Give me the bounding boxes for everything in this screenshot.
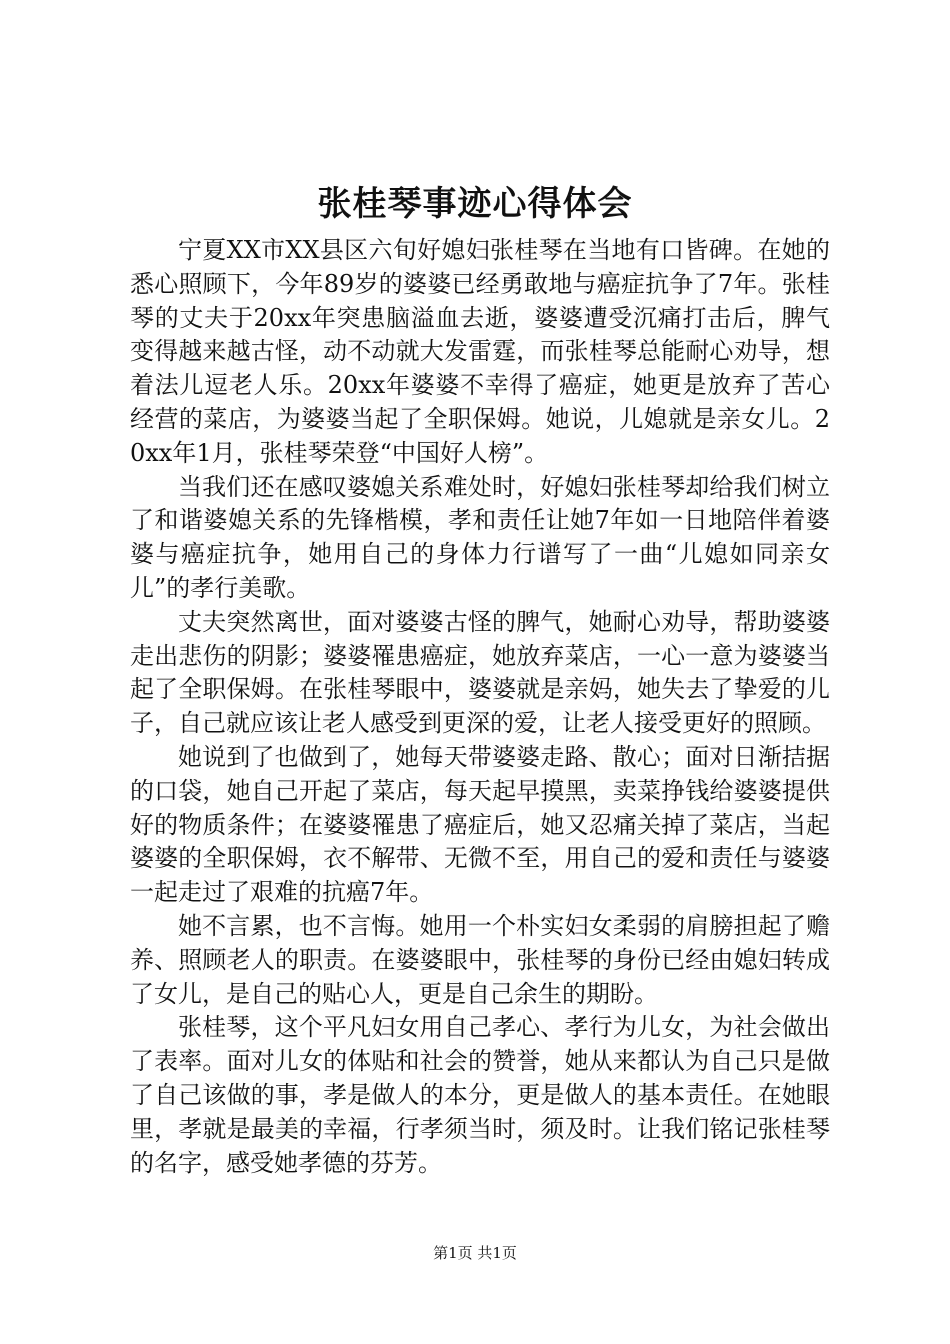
paragraph: 当我们还在感叹婆媳关系难处时，好媳妇张桂琴却给我们树立了和谐婆媳关系的先锋楷模，孝和责任让她7年如一日地陪伴着婆婆与癌症抗争，她用自己的身体力行谱写了一曲“儿媳如同亲女儿”的孝行美歌。 [130,472,830,602]
page-footer: 第1页 共1页 [433,1244,517,1262]
paragraph: 她不言累，也不言悔。她用一个朴实妇女柔弱的肩膀担起了赡养、照顾老人的职责。在婆婆眼中，张桂琴的身份已经由媳妇转成了女儿，是自己的贴心人，更是自己余生的期盼。 [130,911,830,1008]
paragraph: 张桂琴，这个平凡妇女用自己孝心、孝行为儿女，为社会做出了表率。面对儿女的体贴和社会的赞誉，她从来都认为自己只是做了自己该做的事，孝是做人的本分，更是做人的基本责任。在她眼里，孝就是最美的幸福，行孝须当时，须及时。让我们铭记张桂琴的名字，感受她孝德的芬芳。 [130,1013,830,1177]
document-body [130,234,830,1180]
paragraph: 丈夫突然离世，面对婆婆古怪的脾气，她耐心劝导，帮助婆婆走出悲伤的阴影；婆婆罹患癌症，她放弃菜店，一心一意为婆婆当起了全职保姆。在张桂琴眼中，婆婆就是亲妈，她失去了挚爱的儿子，自己就应该让老人感受到更深的爱，让老人接受更好的照顾。 [130,607,830,738]
document-title: 张桂琴事迹心得体会 [317,184,633,224]
paragraph: 她说到了也做到了，她每天带婆婆走路、散心；面对日渐拮据的口袋，她自己开起了菜店，每天起早摸黑，卖菜挣钱给婆婆提供好的物质条件；在婆婆罹患了癌症后，她又忍痛关掉了菜店，当起婆婆的全职保姆，衣不解带、无微不至，用自己的爱和责任与婆婆一起走过了艰难的抗癌7年。 [130,742,830,907]
paragraph: 宁夏XX市XX县区六旬好媳妇张桂琴在当地有口皆碑。在她的悉心照顾下，今年89岁的婆婆已经勇敢地与癌症抗争了7年。张桂琴的丈夫于20xx年突患脑溢血去逝，婆婆遭受沉痛打击后，脾气变得越来越古怪，动不动就大发雷霆，而张桂琴总能耐心劝导，想着法儿逗老人乐。20xx年婆婆不幸得了癌症，她更是放弃了苦心经营的菜店，为婆婆当起了全职保姆。她说，儿媳就是亲女儿。20xx年1月，张桂琴荣登“中国好人榜”。 [130,236,830,467]
